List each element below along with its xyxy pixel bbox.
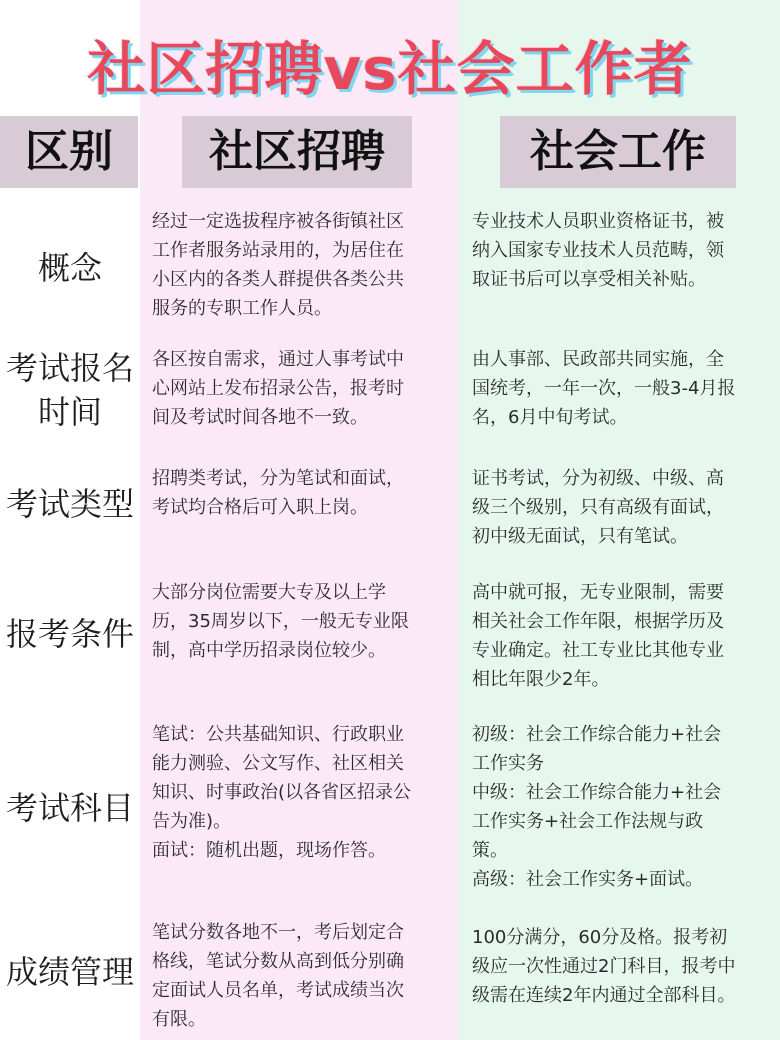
community-exam-type-cell: 招聘类考试，分为笔试和面试， 考试均合格后可入职上岗。: [152, 468, 404, 518]
community-concept-cell: 经过一定选拔程序被各街镇社区 工作者服务站录用的，为居住在 小区内的各类人群提供各类公共 服务的专职工作人员。: [152, 211, 404, 319]
row-label-exam-type: 考试类型: [5, 485, 134, 523]
community-registration-cell: 各区按自需求，通过人事考试中 心网站上发布招录公告，报考时 间及考试时间各地不一致。: [152, 349, 404, 428]
community-score-cell: 笔试分数各地不一，考后划定合 格线，笔试分数从高到低分别确 定面试人员名单，考试成绩当次 有限。: [152, 922, 404, 1030]
social-work-registration-cell: 由人事部、民政部共同实施，全 国统考，一年一次，一般3-4月报 名，6月中旬考试。: [472, 349, 736, 428]
social-work-eligibility-cell: 高中就可报，无专业限制，需要 相关社会工作年限，根据学历及 专业确定。社工专业比其他专业 相比年限少2年。: [472, 582, 724, 690]
row-label-score-management: 成绩管理: [5, 953, 134, 991]
social-work-subjects-cell: 初级：社会工作综合能力+社会 工作实务 中级：社会工作综合能力+社会 工作实务+社会工作法规与政 策。 高级：社会工作实务+面试。: [472, 724, 722, 890]
community-eligibility-cell: 大部分岗位需要大专及以上学 历，35周岁以下，一般无专业限 制，高中学历招录岗位较少。: [152, 582, 409, 661]
social-work-concept-cell: 专业技术人员职业资格证书，被 纳入国家专业技术人员范畴，领 取证书后可以享受相关补贴。: [472, 211, 724, 290]
header-social-work: 社会工作: [500, 116, 736, 188]
social-work-score-cell: 100分满分，60分及格。报考初 级应一次性通过2门科目，报考中 级需在连续2年内通过全部科目。: [472, 927, 736, 1006]
page-title: 社区招聘vs社会工作者: [87, 35, 693, 103]
row-label-eligibility: 报考条件: [5, 615, 134, 653]
row-label-exam-subjects: 考试科目: [5, 789, 134, 827]
header-difference: 区别: [0, 116, 138, 188]
community-subjects-cell: 笔试：公共基础知识、行政职业 能力测验、公文写作、社区相关 知识、时事政治(以各省区招录公 告为准)。 面试：随机出题，现场作答。: [152, 724, 412, 861]
row-label-registration-time: 考试报名 时间: [5, 349, 134, 431]
social-work-exam-type-cell: 证书考试，分为初级、中级、高 级三个级别，只有高级有面试， 初中级无面试，只有笔试。: [472, 468, 724, 547]
row-label-concept: 概念: [37, 249, 102, 287]
header-community-recruitment: 社区招聘: [182, 116, 412, 188]
